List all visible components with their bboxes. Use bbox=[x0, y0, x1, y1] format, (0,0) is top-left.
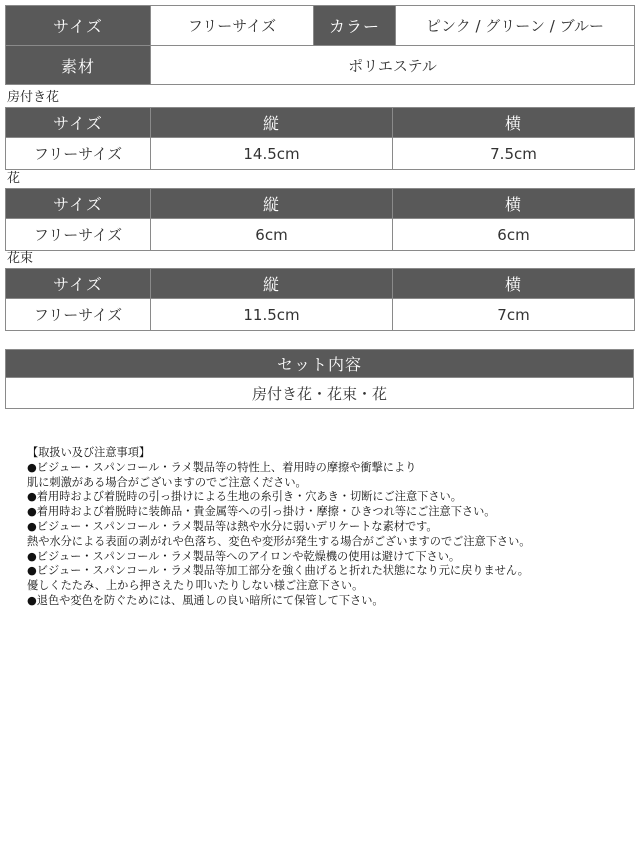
notes-line: ●ビジュー・スパンコール・ラメ製品等へのアイロンや乾燥機の使用は避けて下さい。 bbox=[27, 549, 461, 563]
product-info-table bbox=[5, 5, 635, 85]
notes-line: ●退色や変色を防ぐためには、風通しの良い暗所にて保管して下さい。 bbox=[27, 593, 384, 607]
notes-line: ●着用時および着脱時の引っ掛けによる生地の糸引き・穴あき・切断にご注意下さい。 bbox=[27, 490, 462, 504]
width-value: 7.5cm bbox=[393, 138, 635, 170]
header-length: 縦 bbox=[151, 189, 393, 219]
material-value: ポリエステル bbox=[151, 46, 635, 85]
size-value: フリーサイズ bbox=[6, 138, 151, 170]
length-value: 14.5cm bbox=[151, 138, 393, 170]
set-contents-value: 房付き花・花束・花 bbox=[6, 378, 634, 409]
section-label-hana: 花 bbox=[7, 171, 21, 186]
size-value: フリーサイズ bbox=[6, 219, 151, 251]
notes-line: ●着用時および着脱時に装飾品・貴金属等への引っ掛け・摩擦・ひきつれ等にご注意下さい。 bbox=[27, 505, 496, 519]
size-table-fusatsuki-hana bbox=[5, 107, 635, 170]
size-value: フリーサイズ bbox=[151, 6, 314, 46]
header-length: 縦 bbox=[151, 108, 393, 138]
color-value: ピンク / グリーン / ブルー bbox=[396, 6, 635, 46]
length-value: 6cm bbox=[151, 219, 393, 251]
set-contents-header: セット内容 bbox=[6, 350, 634, 378]
notes-line: ●ビジュー・スパンコール・ラメ製品等の特性上、着用時の摩擦や衝撃により bbox=[27, 460, 417, 474]
header-length: 縦 bbox=[151, 269, 393, 299]
material-label: 素材 bbox=[6, 46, 151, 85]
header-size: サイズ bbox=[6, 108, 151, 138]
header-width: 横 bbox=[393, 108, 635, 138]
header-width: 横 bbox=[393, 189, 635, 219]
width-value: 6cm bbox=[393, 219, 635, 251]
notes-line: 肌に刺激がある場合がございますのでご注意ください。 bbox=[27, 475, 307, 489]
size-table-hana bbox=[5, 188, 635, 251]
section-label-hanataba: 花束 bbox=[7, 251, 34, 266]
notes-line: 熱や水分による表面の剥がれや色落ち、変色や変形が発生する場合がございますのでご注意下さい。 bbox=[27, 534, 531, 548]
size-value: フリーサイズ bbox=[6, 299, 151, 331]
length-value: 11.5cm bbox=[151, 299, 393, 331]
notes-heading: 【取扱い及び注意事項】 bbox=[27, 446, 151, 459]
header-width: 横 bbox=[393, 269, 635, 299]
size-table-hanataba bbox=[5, 268, 635, 331]
size-label: サイズ bbox=[6, 6, 151, 46]
notes-line: ●ビジュー・スパンコール・ラメ製品等加工部分を強く曲げると折れた状態になり元に戻りません。 bbox=[27, 564, 529, 578]
notes-line: 優しくたたみ、上から押さえたり叩いたりしない様ご注意下さい。 bbox=[27, 579, 364, 593]
notes-line: ●ビジュー・スパンコール・ラメ製品等は熱や水分に弱いデリケートな素材です。 bbox=[27, 519, 438, 533]
color-label: カラー bbox=[314, 6, 396, 46]
header-size: サイズ bbox=[6, 269, 151, 299]
care-notes bbox=[27, 446, 627, 609]
width-value: 7cm bbox=[393, 299, 635, 331]
section-label-fusatsuki-hana: 房付き花 bbox=[7, 90, 60, 105]
set-contents-table bbox=[5, 349, 634, 409]
header-size: サイズ bbox=[6, 189, 151, 219]
